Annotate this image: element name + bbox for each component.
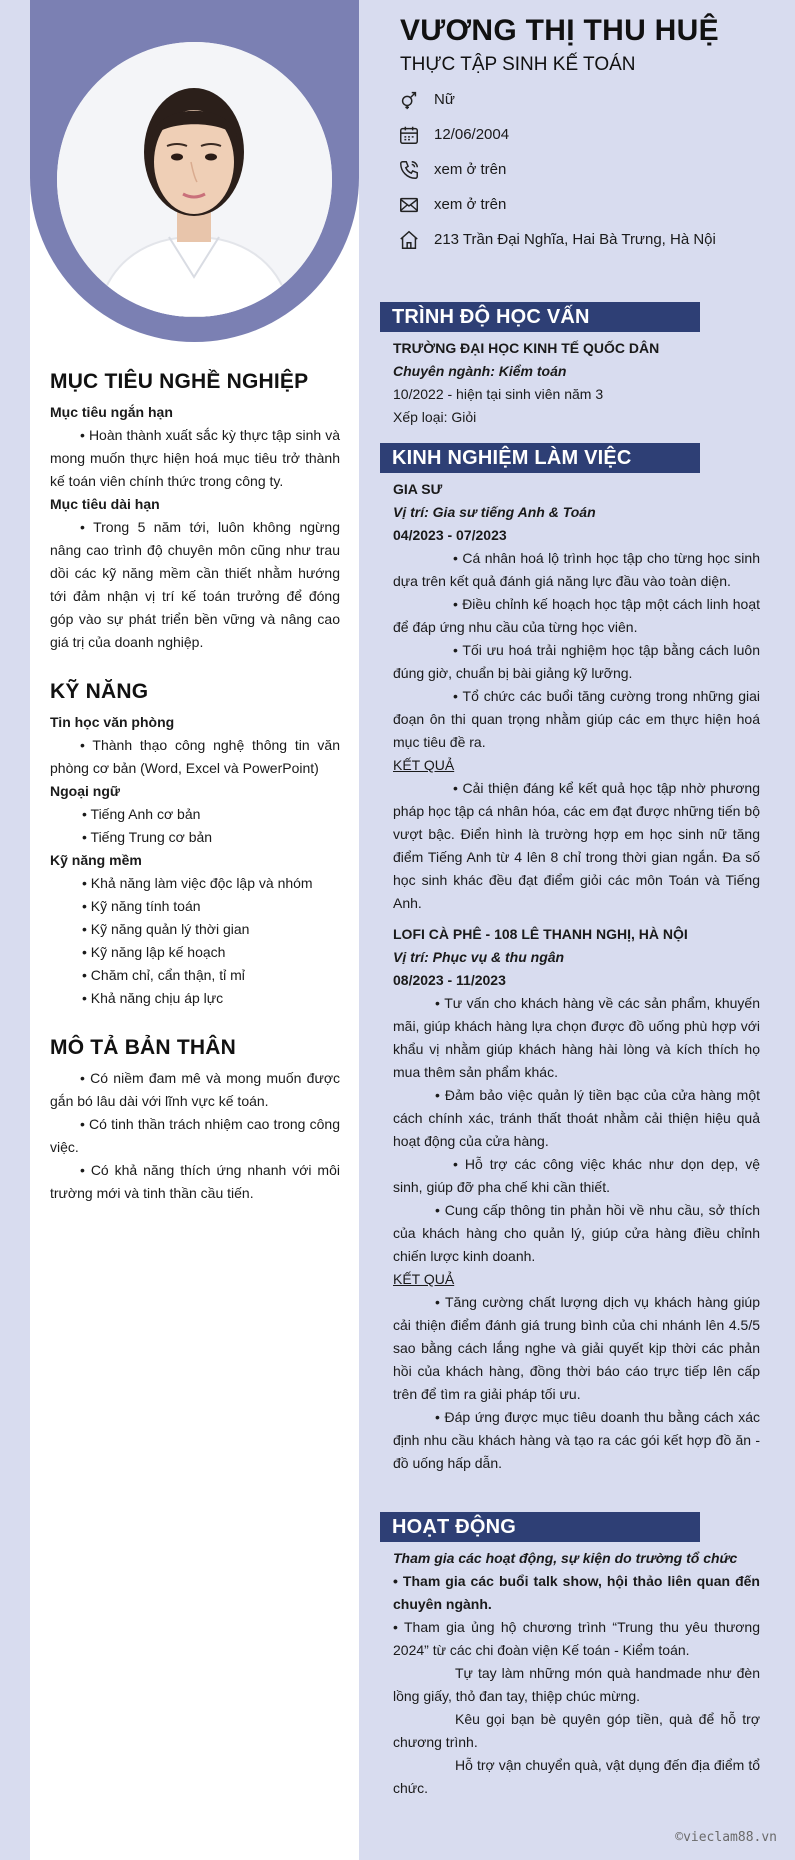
objective-short-label: Mục tiêu ngắn hạn [50, 404, 173, 420]
list-item: • Có niềm đam mê và mong muốn được gắn bó lâu dài với lĩnh vực kế toán. [50, 1070, 340, 1109]
job-result: • Cải thiện đáng kể kết quả học tập nhờ phương pháp học tập cá nhân hóa, các em đạt được những tiến bộ vượt bậc. Điển hình là trường hợp em học sinh nữ tăng điểm Tiếng Anh từ 4 lên 8 chỉ trong thời gian ngắn. Đa số học sinh khác đều đạt điểm giỏi các môn Toán và Tiếng Anh. [393, 780, 760, 911]
list-item: • Có khả năng thích ứng nhanh với môi trường mới và tinh thần cầu tiến. [50, 1162, 340, 1201]
job-period: 04/2023 - 07/2023 [393, 527, 507, 543]
list-item: • Khả năng chịu áp lực [82, 990, 224, 1006]
job-task: • Cung cấp thông tin phản hồi về nhu cầu, sở thích của khách hàng cho quản lý, giúp cửa hàng điều chỉnh chiến lược kinh doanh. [393, 1202, 760, 1264]
list-item: • Tiếng Anh cơ bản [82, 806, 201, 822]
gender-value: Nữ [434, 91, 455, 108]
address-value: 213 Trần Đại Nghĩa, Hai Bà Trưng, Hà Nội [434, 231, 716, 248]
job-task: • Tư vấn cho khách hàng về các sản phẩm, khuyến mãi, giúp khách hàng lựa chọn được đồ uống phù hợp với khẩu vị nhằm giúp khách hàng hài lòng và kích thích họ mua thêm sản phẩm khác. [393, 995, 760, 1080]
job-position: Vị trí: Gia sư tiếng Anh & Toán [393, 504, 596, 520]
mail-icon [398, 194, 420, 216]
phone-icon [398, 159, 420, 181]
candidate-title: THỰC TẬP SINH KẾ TOÁN [400, 54, 636, 75]
job-result-label: KẾT QUẢ [393, 757, 455, 773]
job-period: 08/2023 - 11/2023 [393, 972, 506, 988]
portrait-illustration [57, 42, 332, 317]
candidate-name: VƯƠNG THỊ THU HUỆ [400, 14, 719, 47]
contact-list [398, 82, 778, 257]
skills-soft-label: Kỹ năng mềm [50, 852, 142, 868]
experience-section [380, 443, 760, 1475]
left-column [30, 0, 359, 1860]
experience-title: KINH NGHIỆM LÀM VIỆC [380, 443, 700, 473]
list-item: • Tiếng Trung cơ bản [82, 829, 213, 845]
activity-item: • Tham gia các buổi talk show, hội thảo liên quan đến chuyên ngành. [393, 1573, 760, 1612]
job-result: • Đáp ứng được mục tiêu doanh thu bằng cách xác định nhu cầu khách hàng và tạo ra các gói kết hợp đồ ăn - đồ uống hấp dẫn. [393, 1409, 760, 1471]
activity-item: • Tham gia ủng hộ chương trình “Trung thu yêu thương 2024” từ các chi đoàn viện Kế toán - Kiểm toán. [393, 1619, 760, 1658]
home-icon [398, 229, 420, 251]
objective-long-text: • Trong 5 năm tới, luôn không ngừng nâng cao trình độ chuyên môn cũng như trau dồi các kỹ năng mềm cần thiết nhằm hướng tới đảm nhận vị trí kế toán trưởng để đóng góp vào sự phát triển bền vững và nâng cao giá trị của doanh nghiệp. [50, 519, 340, 650]
contact-address [398, 222, 778, 257]
skills-office-label: Tin học văn phòng [50, 714, 175, 730]
job-task: • Đảm bảo việc quản lý tiền bạc của cửa hàng một cách chính xác, tránh thất thoát nhằm cải thiện hiệu quả hoạt động của cửa hàng. [393, 1087, 760, 1149]
watermark: ©vieclam88.vn [675, 1830, 777, 1845]
objective-long-label: Mục tiêu dài hạn [50, 496, 160, 512]
list-item: • Kỹ năng quản lý thời gian [82, 921, 250, 937]
skills-lang-label: Ngoại ngữ [50, 783, 121, 799]
education-major: Chuyên ngành: Kiểm toán [393, 363, 567, 379]
email-value: xem ở trên [434, 196, 507, 213]
contact-phone [398, 152, 778, 187]
job-company: GIA SƯ [393, 481, 443, 497]
about-title: MÔ TẢ BẢN THÂN [50, 1036, 236, 1059]
job-task: • Điều chỉnh kế hoạch học tập một cách linh hoạt để đáp ứng nhu cầu của từng học viên. [393, 596, 760, 635]
left-content [50, 370, 340, 1205]
phone-value: xem ở trên [434, 161, 507, 178]
job-task: • Cá nhân hoá lộ trình học tập cho từng học sinh dựa trên kết quả đánh giá năng lực đầu vào toàn diện. [393, 550, 760, 589]
education-period: 10/2022 - hiện tại sinh viên năm 3 [393, 386, 604, 402]
activity-subitem: Tự tay làm những món quà handmade như đèn lồng giấy, thỏ đan tay, thiệp chúc mừng. [393, 1665, 760, 1704]
list-item: • Kỹ năng tính toán [82, 898, 201, 914]
job-task: • Tổ chức các buổi tăng cường trong những giai đoạn ôn thi quan trọng nhằm giúp các em thực hiện hoá mục tiêu đề ra. [393, 688, 760, 750]
activities-title: HOẠT ĐỘNG [380, 1512, 700, 1542]
education-title: TRÌNH ĐỘ HỌC VẤN [380, 302, 700, 332]
contact-birthdate [398, 117, 778, 152]
job-task: • Tối ưu hoá trải nghiệm học tập bằng cách luôn đúng giờ, chuẩn bị bài giảng kỹ lưỡng. [393, 642, 760, 681]
list-item: • Khả năng làm việc độc lập và nhóm [82, 875, 313, 891]
job-company: LOFI CÀ PHÊ - 108 LÊ THANH NGHỊ, HÀ NỘI [393, 926, 688, 942]
education-school: TRƯỜNG ĐẠI HỌC KINH TẾ QUỐC DÂN [393, 340, 660, 356]
job-result: • Tăng cường chất lượng dịch vụ khách hàng giúp cải thiện điểm đánh giá trung bình của chi nhánh lên 4.5/5 sao bằng cách lắng nghe và giải quyết kịp thời các phản hồi của khách hàng, đồng thời báo cáo trực tiếp lên cấp trên để tìm ra giải pháp tối ưu. [393, 1294, 760, 1402]
objective-title: MỤC TIÊU NGHỀ NGHIỆP [50, 370, 309, 393]
activity-subitem: Kêu gọi bạn bè quyên góp tiền, quà để hỗ trợ chương trình. [393, 1711, 760, 1750]
objective-short-text: • Hoàn thành xuất sắc kỳ thực tập sinh và mong muốn thực hiện hoá mục tiêu trở thành kế toán viên chính thức trong công ty. [50, 427, 340, 489]
activities-section [380, 1512, 760, 1800]
activity-subitem: Hỗ trợ vận chuyển quà, vật dụng đến địa điểm tổ chức. [393, 1757, 760, 1796]
avatar [57, 42, 332, 317]
calendar-icon [398, 124, 420, 146]
activities-intro: Tham gia các hoạt động, sự kiện do trường tổ chức [393, 1550, 738, 1566]
list-item: • Kỹ năng lập kế hoạch [82, 944, 226, 960]
skills-title: KỸ NĂNG [50, 680, 149, 703]
gender-icon [398, 89, 420, 111]
education-section [380, 302, 760, 429]
list-item: • Chăm chỉ, cẩn thận, tỉ mỉ [82, 967, 245, 983]
birthdate-value: 12/06/2004 [434, 126, 510, 143]
skills-office-text: • Thành thạo công nghệ thông tin văn phòng cơ bản (Word, Excel và PowerPoint) [50, 737, 340, 776]
contact-email [398, 187, 778, 222]
list-item: • Có tinh thần trách nhiệm cao trong công việc. [50, 1116, 340, 1155]
job-result-label: KẾT QUẢ [393, 1271, 455, 1287]
job-position: Vị trí: Phục vụ & thu ngân [393, 949, 565, 965]
contact-gender [398, 82, 778, 117]
education-rank: Xếp loại: Giỏi [393, 409, 477, 425]
job-task: • Hỗ trợ các công việc khác như dọn dẹp, vệ sinh, giúp đỡ pha chế khi cần thiết. [393, 1156, 760, 1195]
